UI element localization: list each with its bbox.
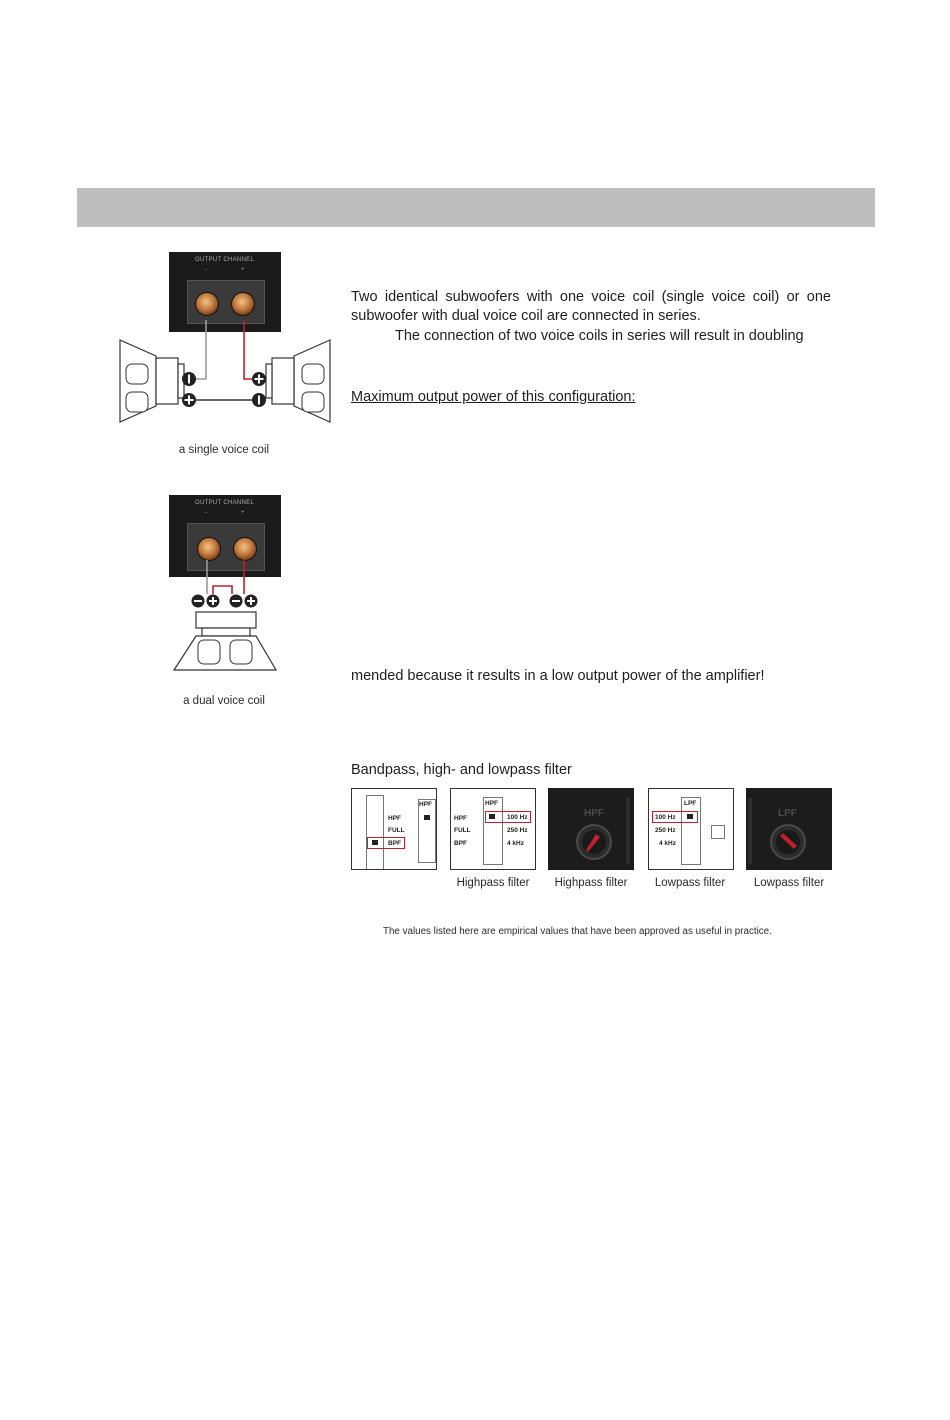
left-plus-icon [182, 393, 196, 407]
series-bridge-wire [213, 586, 232, 594]
negative-wire [196, 320, 206, 379]
output-channel-label: OUTPUT CHANNEL [195, 500, 255, 506]
plus-mark: + [241, 267, 245, 273]
lpf-knob-icon [768, 822, 808, 862]
hpf-label: HPF [388, 815, 401, 822]
lpf-switch-label: LPF [684, 800, 697, 807]
freq-100hz-label: 100 Hz [655, 814, 676, 821]
right-plus-icon [252, 372, 266, 386]
doubling-paragraph: The connection of two voice coils in series will result in doubling [395, 328, 804, 344]
filter-section-heading: Bandpass, high- and lowpass filter [351, 762, 572, 778]
dual-voice-coil-wiring-diagram [170, 560, 280, 675]
series-connection-paragraph: Two identical subwoofers with one voice coil (single voice coil) or one subwoofer with dual voice coil are connected in series. [351, 289, 831, 324]
freq-4khz-label: 4 kHz [659, 840, 676, 847]
hpf-knob-icon [574, 822, 614, 862]
lowpass-filter-caption: Lowpass filter [654, 877, 726, 889]
left-speaker-icon [120, 340, 184, 422]
dual-voice-coil-speaker-icon [174, 612, 276, 670]
output-channel-label: OUTPUT CHANNEL [195, 257, 255, 263]
hpf-switch-label: HPF [485, 800, 498, 807]
section-header-bar [77, 188, 875, 227]
lpf-knob-thumb [746, 788, 832, 870]
left-minus-icon [182, 372, 196, 386]
max-output-power-heading: Maximum output power of this configuration: [351, 389, 636, 405]
single-voice-coil-caption: a single voice coil [178, 444, 270, 456]
freq-250hz-label: 250 Hz [507, 827, 528, 834]
coil1-plus-icon [207, 595, 220, 608]
right-minus-icon [252, 393, 266, 407]
plus-mark: + [241, 510, 245, 516]
lowpass-filter-caption: Lowpass filter [753, 877, 825, 889]
coil1-minus-icon [192, 595, 205, 608]
positive-wire [244, 320, 252, 379]
filter-switch-bpf-thumb [351, 788, 437, 870]
freq-100hz-label: 100 Hz [507, 814, 528, 821]
full-label: FULL [388, 827, 405, 834]
hpf-label: HPF [454, 815, 467, 822]
low-output-power-line: mended because it results in a low output power of the amplifier! [351, 668, 765, 684]
minus-mark: - [205, 267, 208, 273]
bpf-label: BPF [454, 840, 467, 847]
empirical-values-footnote: The values listed here are empirical values that have been approved as useful in practice. [383, 926, 772, 937]
dual-voice-coil-caption: a dual voice coil [183, 695, 265, 707]
bpf-label: BPF [388, 840, 401, 847]
positive-terminal [231, 292, 255, 316]
hpf-knob-label: HPF [584, 808, 604, 819]
lowpass-frequency-switch-thumb [648, 788, 734, 870]
full-label: FULL [454, 827, 471, 834]
lpf-knob-label: LPF [778, 808, 797, 819]
right-speaker-icon [266, 340, 330, 422]
positive-terminal [233, 537, 257, 561]
coil2-minus-icon [230, 595, 243, 608]
hpf-switch-label: HPF [419, 801, 432, 808]
coil2-plus-icon [245, 595, 258, 608]
hpf-knob-thumb [548, 788, 634, 870]
negative-terminal [197, 537, 221, 561]
highpass-filter-caption: Highpass filter [456, 877, 530, 889]
freq-250hz-label: 250 Hz [655, 827, 676, 834]
freq-4khz-label: 4 kHz [507, 840, 524, 847]
highpass-frequency-switch-thumb [450, 788, 536, 870]
highpass-filter-caption: Highpass filter [554, 877, 628, 889]
minus-mark: - [205, 510, 208, 516]
negative-terminal [195, 292, 219, 316]
single-voice-coil-wiring-diagram [110, 320, 340, 445]
